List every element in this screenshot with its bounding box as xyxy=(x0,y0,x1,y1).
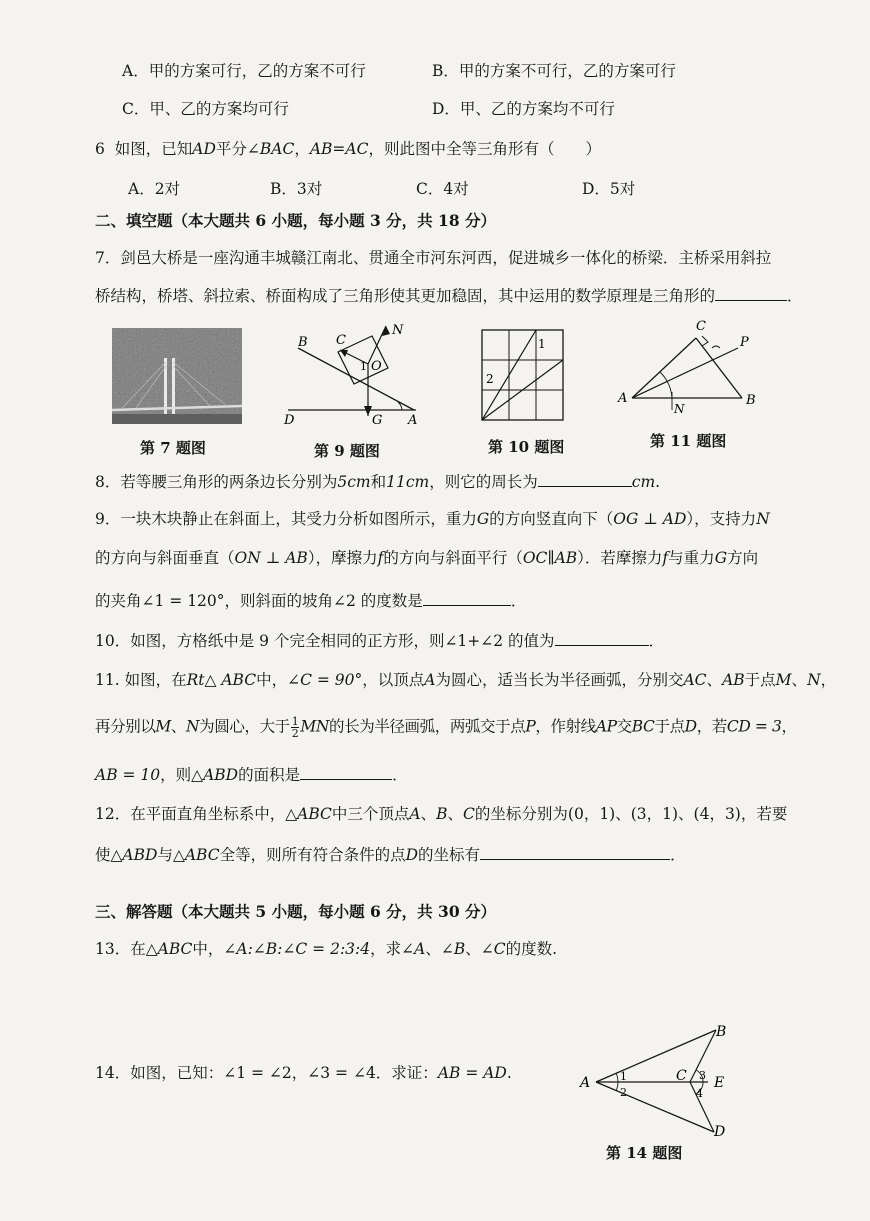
q9-answer-blank xyxy=(423,590,511,606)
fig9-label-c: C xyxy=(336,333,346,348)
bridge-photo xyxy=(112,328,242,424)
q7-line-2: 桥结构，桥塔、斜拉索、桥面构成了三角形使其更加稳固，其中运用的数学原理是三角形的 ． xyxy=(95,287,803,305)
fraction-one-half: $\frac{1}{2}$ xyxy=(291,715,299,740)
q6-option-c: C．4对 xyxy=(416,180,469,198)
fig14-label-e: E xyxy=(714,1075,725,1091)
q7-answer-blank xyxy=(715,285,787,301)
q6-option-d: D．5对 xyxy=(582,180,636,198)
q10-answer-blank xyxy=(555,630,649,646)
fig9-label-angle-1: 1 xyxy=(360,360,367,373)
question-6: 6 如图，已知AD平分∠BAC，AB=AC，则此图中全等三角形有（ ） xyxy=(95,140,601,158)
q8-answer-blank xyxy=(538,471,632,487)
q6-option-b: B．3对 xyxy=(270,180,323,198)
fig14-label-angle-2: 2 xyxy=(620,1086,627,1099)
q6-number: 6 xyxy=(95,140,105,158)
section-2-heading: 二、填空题（本大题共 6 小题，每小题 3 分，共 18 分） xyxy=(95,211,497,230)
section-3-heading: 三、解答题（本大题共 5 小题，每小题 6 分，共 30 分） xyxy=(95,902,497,921)
q7-line-1: 7．剑邑大桥是一座沟通丰城赣江南北、贯通全市河东河西，促进城乡一体化的桥梁．主桥采用斜拉 xyxy=(95,249,772,267)
fig11-label-b: B xyxy=(746,393,756,408)
fig10-label-1: 1 xyxy=(538,337,546,351)
fig14-label-b: B xyxy=(716,1024,727,1040)
fig14-label-c: C xyxy=(676,1068,687,1084)
figure-11-diagram xyxy=(616,316,766,420)
figure-14-diagram xyxy=(576,1018,736,1144)
fig9-label-g: G xyxy=(372,413,383,428)
q5-option-c: C．甲、乙的方案均可行 xyxy=(122,100,289,118)
q5-option-d: D．甲、乙的方案均不可行 xyxy=(432,100,615,118)
fig14-label-a: A xyxy=(580,1075,591,1091)
q11-line-2: 再分别以M、N为圆心，大于 $\frac{1}{2}$ MN的长为半径画弧，两弧交于点P，作射线AP交BC于点D，若CD = 3， xyxy=(95,715,797,740)
q12-answer-blank xyxy=(480,844,670,860)
q11-answer-blank xyxy=(300,764,392,780)
fig11-label-n: N xyxy=(674,402,685,416)
figure-11-caption: 第 11 题图 xyxy=(650,432,727,450)
fig9-label-n: N xyxy=(392,323,404,338)
q12-line-1: 12．在平面直角坐标系中，△ABC中三个顶点A、B、C的坐标分别为(0，1)、(3，1)、(4，3)，若要 xyxy=(95,805,788,823)
q12-line-2: 使△ABD与△ABC全等，则所有符合条件的点D的坐标有 ． xyxy=(95,846,686,864)
fig14-label-d: D xyxy=(714,1124,726,1140)
q9-line-1: 9．一块木块静止在斜面上，其受力分析如图所示，重力G的方向竖直向下（OG ⊥ AD），支持力N xyxy=(95,510,770,528)
figure-10-grid xyxy=(478,326,568,426)
q9-line-3: 的夹角∠1 = 120°，则斜面的坡角∠2 的度数是 ． xyxy=(95,592,527,610)
q9-line-2: 的方向与斜面垂直（ON ⊥ AB），摩擦力f的方向与斜面平行（OC∥AB）．若摩擦力f与重力G方向 xyxy=(95,549,759,567)
figure-10-caption: 第 10 题图 xyxy=(488,438,565,456)
fig14-label-angle-3: 3 xyxy=(699,1069,706,1082)
q6-option-a: A．2对 xyxy=(128,180,181,198)
figure-9-caption: 第 9 题图 xyxy=(314,442,380,460)
question-14: 14．如图，已知：∠1 = ∠2，∠3 = ∠4．求证：AB = AD. xyxy=(95,1064,512,1082)
q11-line-1: 11. 如图，在Rt△ ABC中，∠C = 90°，以顶点A为圆心，适当长为半径画弧，分别交AC、AB于点M、N， xyxy=(95,671,837,689)
question-10: 10．如图，方格纸中是 9 个完全相同的正方形，则∠1+∠2 的值为 ． xyxy=(95,632,665,650)
q11-line-3: AB = 10，则△ABD的面积是 ． xyxy=(95,766,408,784)
question-13: 13．在△ABC中，∠A:∠B:∠C = 2:3:4，求∠A、∠B、∠C的度数. xyxy=(95,940,558,958)
fig14-label-angle-4: 4 xyxy=(696,1087,703,1100)
figure-7-caption: 第 7 题图 xyxy=(140,439,206,457)
figure-9-diagram xyxy=(276,320,424,430)
fig11-label-p: P xyxy=(740,335,749,350)
fig11-label-a: A xyxy=(618,391,628,406)
fig10-label-2: 2 xyxy=(486,372,494,386)
fig14-label-angle-1: 1 xyxy=(620,1070,627,1083)
q5-option-b: B．甲的方案不可行，乙的方案可行 xyxy=(432,62,676,80)
fig9-label-d: D xyxy=(284,413,295,428)
q5-option-a: A．甲的方案可行，乙的方案不可行 xyxy=(122,62,366,80)
fig9-label-o: O xyxy=(371,359,382,374)
fig9-label-a: A xyxy=(408,413,418,428)
figure-14-caption: 第 14 题图 xyxy=(606,1144,683,1162)
fig11-label-c: C xyxy=(696,319,706,334)
question-8: 8．若等腰三角形的两条边长分别为5cm和11cm，则它的周长为 cm. xyxy=(95,473,661,491)
fig9-label-b: B xyxy=(298,335,308,350)
